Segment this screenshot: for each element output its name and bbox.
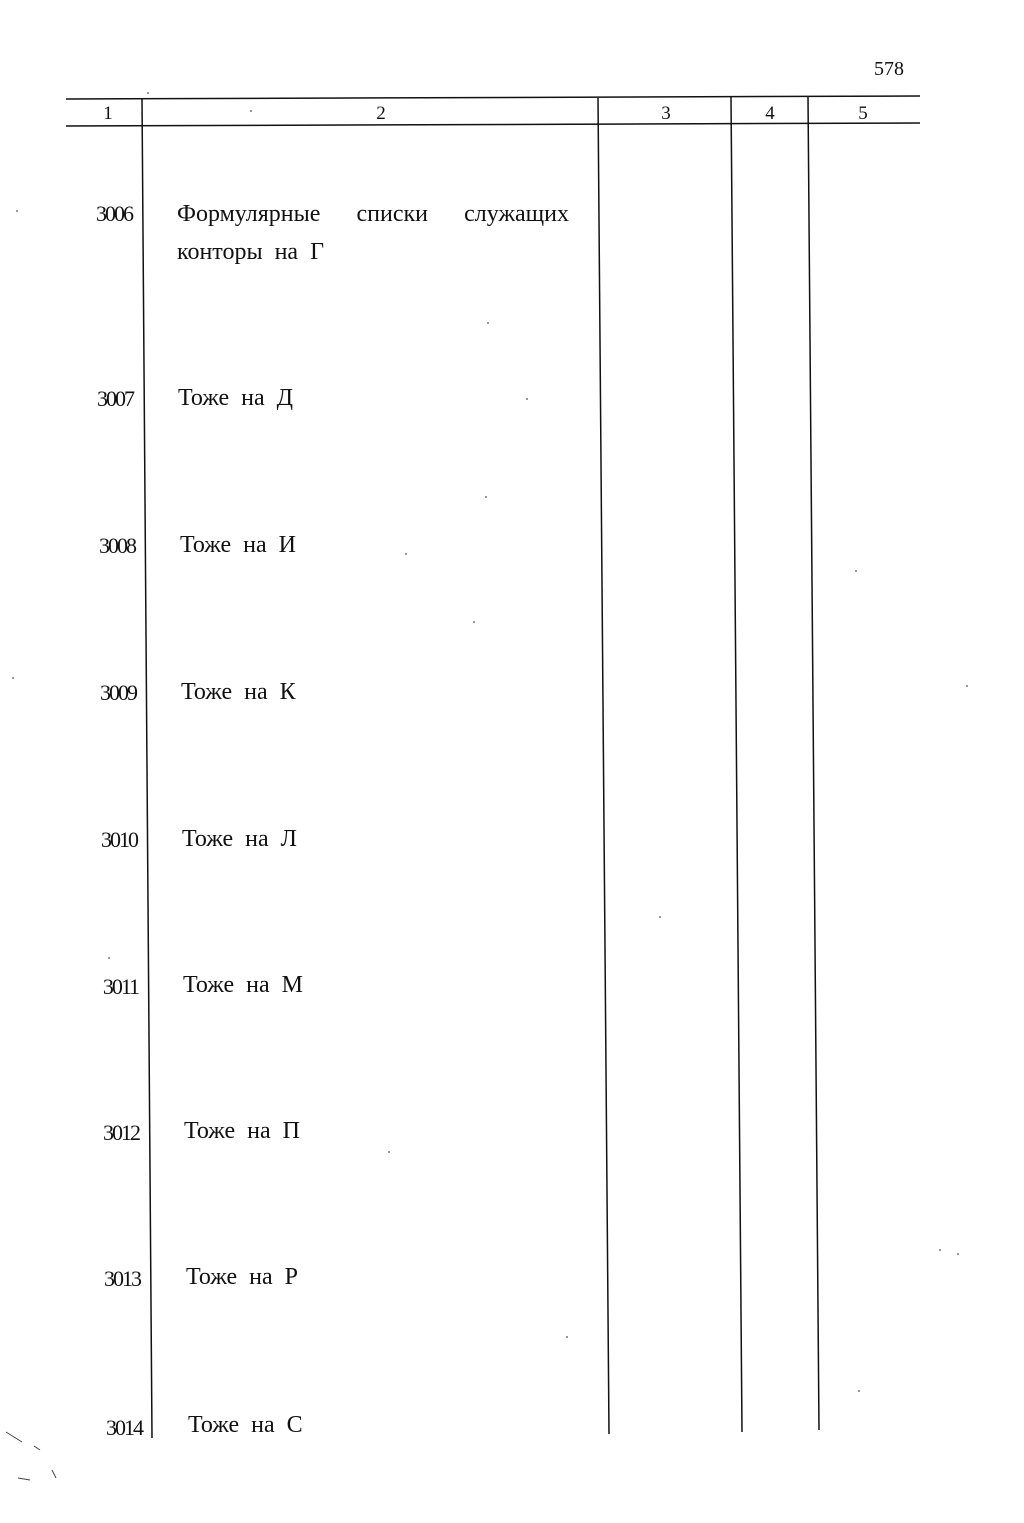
scan-speck: [388, 1151, 390, 1153]
row-description: Тоже на С: [188, 1412, 303, 1438]
scan-speck: [855, 570, 857, 572]
scan-speck: [939, 1249, 941, 1251]
row-description: Тоже на И: [180, 532, 297, 558]
scan-speck: [957, 1253, 959, 1255]
row-description: Тоже на Р: [186, 1264, 299, 1290]
column-header-3: 3: [661, 103, 671, 124]
scan-speck: [966, 685, 968, 687]
scan-mark: [52, 1470, 56, 1478]
scan-speck: [566, 1336, 568, 1338]
row-description: Формулярные списки служащих конторы на Г: [177, 201, 569, 265]
scan-speck: [858, 1390, 860, 1392]
row-number: 3014: [106, 1415, 142, 1440]
scan-mark: [34, 1446, 40, 1450]
scan-mark: [6, 1432, 22, 1442]
row-number: 3007: [97, 386, 133, 411]
row-description: Тоже на Д: [178, 385, 294, 411]
scan-speck: [526, 398, 528, 400]
row-number: 3009: [100, 680, 136, 705]
header-bottom-rule: [66, 123, 920, 126]
row-description: Тоже на Л: [182, 826, 297, 852]
row-number: 3012: [103, 1120, 139, 1145]
column-divider-2: [598, 98, 609, 1434]
row-number: 3010: [101, 827, 137, 852]
scan-speck: [108, 957, 110, 959]
scan-speck: [485, 496, 487, 498]
scan-mark: [18, 1478, 30, 1480]
scan-speck: [16, 210, 18, 212]
column-header-5: 5: [858, 103, 868, 124]
scan-speck: [12, 677, 14, 679]
row-description: Тоже на К: [181, 679, 296, 705]
row-description: Тоже на М: [183, 972, 304, 998]
row-description: Тоже на П: [184, 1118, 301, 1144]
scan-speck: [250, 110, 252, 112]
scan-speck: [147, 92, 149, 94]
row-number: 3008: [99, 533, 135, 558]
scan-speck: [405, 553, 407, 555]
row-number: 3013: [104, 1266, 140, 1291]
column-header-1: 1: [103, 103, 113, 124]
page-number: 578: [874, 58, 904, 80]
scan-speck: [659, 916, 661, 918]
header-top-rule: [66, 96, 920, 99]
scan-speck: [487, 322, 489, 324]
row-number: 3011: [102, 974, 138, 999]
column-divider-1: [142, 99, 152, 1438]
column-divider-4: [808, 97, 819, 1430]
scan-speck: [473, 621, 475, 623]
row-number: 3006: [96, 201, 132, 226]
column-header-2: 2: [376, 103, 386, 124]
column-divider-3: [731, 97, 742, 1432]
column-header-4: 4: [765, 103, 775, 124]
